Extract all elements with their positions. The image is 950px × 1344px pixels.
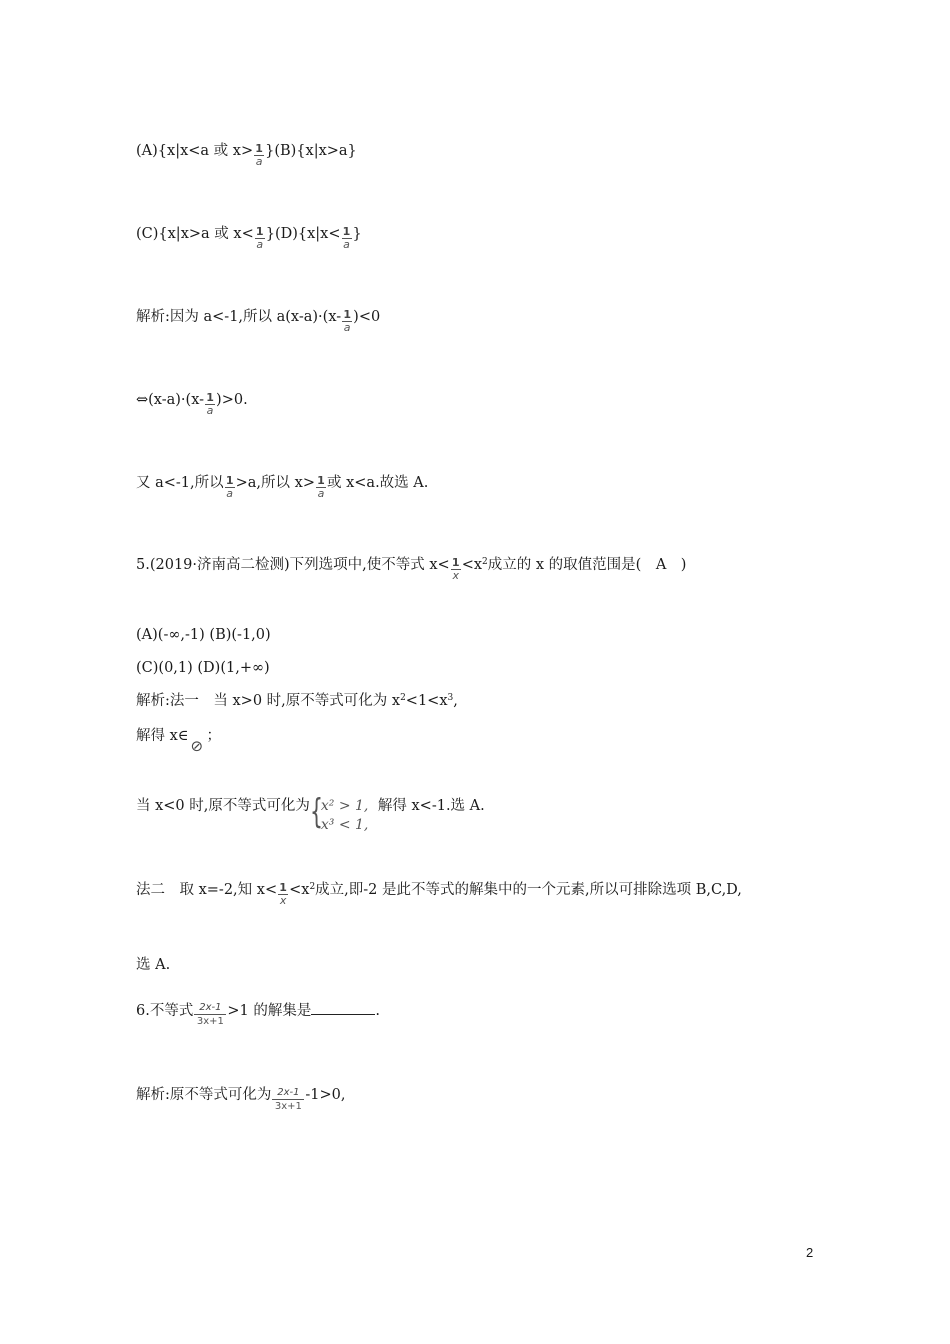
fraction — [224, 473, 236, 500]
text: 或 x<a.故选 A. — [326, 475, 429, 491]
text: 解得 x∈ — [136, 728, 189, 744]
empty-set-symbol: ⊘ — [190, 737, 204, 755]
question-6 — [136, 1000, 380, 1027]
text: ⇔(x-a)·(x- — [136, 392, 205, 408]
text: >1 的解集是 — [227, 1003, 312, 1019]
text: 5.(2019·济南高二检测)下列选项中,使不等式 x< — [136, 557, 450, 573]
analysis-line-2 — [136, 390, 248, 417]
conclusion: 选 A. — [136, 957, 171, 973]
denominator: a — [343, 238, 350, 251]
text: . — [375, 1003, 380, 1019]
text: , — [453, 693, 458, 709]
fraction — [254, 224, 266, 251]
text: (A){x|x<a 或 x> — [136, 143, 254, 159]
numerator: 2x-1 — [199, 1002, 222, 1013]
denominator: a — [343, 321, 351, 334]
question-5 — [136, 555, 687, 582]
analysis-method-1 — [136, 691, 458, 711]
numerator: 1 — [342, 225, 351, 238]
option-line-ab — [136, 141, 357, 168]
text: ； — [206, 728, 222, 744]
numerator: 1 — [451, 556, 460, 569]
superscript: 3 — [447, 693, 454, 703]
text: }(B){x|x>a} — [265, 143, 357, 159]
numerator: 1 — [225, 474, 234, 487]
denominator: a — [206, 404, 214, 417]
text: (C){x|x>a 或 x< — [136, 226, 254, 242]
fraction — [204, 390, 216, 417]
text: 当 x<0 时,原不等式可化为 — [136, 798, 310, 814]
denominator: a — [317, 487, 325, 500]
fraction — [341, 307, 353, 334]
text: 解析:法一 当 x>0 时,原不等式可化为 x — [136, 693, 401, 709]
numerator: 1 — [279, 881, 287, 894]
inequality-system: { x² > 1, x³ < 1, — [309, 792, 369, 833]
text: } — [352, 226, 362, 242]
answer-blank[interactable] — [311, 1000, 375, 1015]
text: <x — [289, 882, 310, 898]
text: 6.不等式 — [136, 1003, 194, 1019]
denominator: a — [226, 487, 234, 500]
fraction — [277, 880, 289, 907]
text: 法二 取 x=-2,知 x< — [136, 882, 278, 898]
numerator: 1 — [206, 391, 214, 404]
text: <1<x — [405, 693, 448, 709]
text: )<0 — [353, 309, 381, 325]
fraction — [193, 1000, 227, 1027]
analysis-method-2 — [136, 880, 742, 907]
fraction — [253, 141, 265, 168]
fraction — [341, 224, 353, 251]
text: <x — [461, 557, 483, 573]
superscript: 2 — [482, 557, 488, 567]
denominator: 3x+1 — [274, 1101, 302, 1112]
denominator: a — [256, 238, 264, 251]
numerator: 1 — [343, 308, 351, 321]
option-line-cd — [136, 224, 362, 251]
analysis-line-3 — [136, 473, 429, 500]
case-negative — [136, 792, 485, 836]
numerator: 1 — [255, 142, 263, 155]
text: 成立的 x 的取值范围是( A ) — [487, 557, 687, 573]
superscript: 2 — [309, 882, 316, 892]
denominator: x — [279, 894, 287, 907]
page-number: 2 — [806, 1245, 814, 1260]
text: 又 a<-1,所以 — [136, 475, 224, 491]
text: }(D){x|x< — [265, 226, 341, 242]
system-row-1: x² > 1, — [320, 798, 369, 814]
text: 解得 x<-1.选 A. — [377, 798, 485, 814]
text: -1>0, — [305, 1087, 346, 1103]
numerator: 1 — [317, 474, 325, 487]
fraction — [315, 473, 327, 500]
superscript: 2 — [400, 693, 406, 703]
denominator: 3x+1 — [196, 1016, 224, 1027]
system-row-2: x³ < 1, — [320, 817, 369, 833]
text: >a,所以 x> — [235, 475, 315, 491]
options-ab: (A)(-∞,-1) (B)(-1,0) — [136, 627, 271, 643]
denominator: a — [255, 155, 263, 168]
solution-line — [136, 726, 222, 755]
fraction — [450, 555, 462, 582]
fraction — [271, 1085, 305, 1112]
numerator: 1 — [255, 225, 264, 238]
text: 解析:因为 a<-1,所以 a(x-a)·(x- — [136, 309, 342, 325]
numerator: 2x-1 — [277, 1087, 300, 1098]
analysis-q6 — [136, 1085, 346, 1112]
text: 解析:原不等式可化为 — [136, 1087, 272, 1103]
analysis-line-1 — [136, 307, 381, 334]
text: 成立,即-2 是此不等式的解集中的一个元素,所以可排除选项 B,C,D, — [315, 882, 742, 898]
denominator: x — [452, 569, 459, 582]
options-cd: (C)(0,1) (D)(1,+∞) — [136, 660, 270, 676]
text: )>0. — [216, 392, 248, 408]
